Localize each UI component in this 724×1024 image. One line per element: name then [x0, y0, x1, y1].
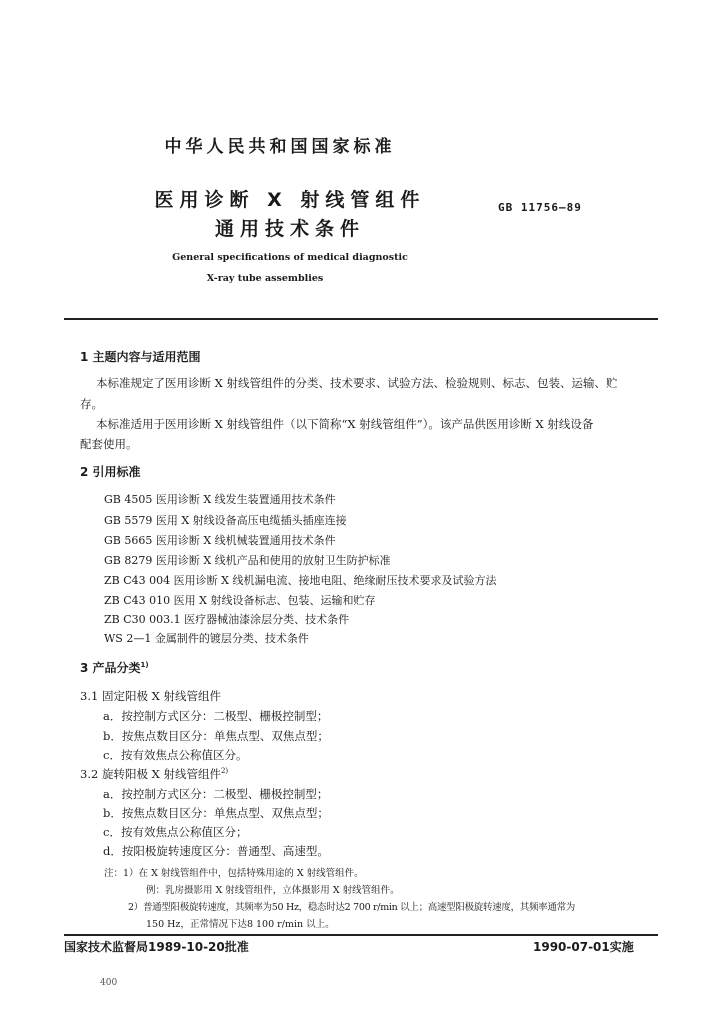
footnote-2-cont: 150 Hz，正常情况下达8 100 r/min 以上。: [146, 919, 335, 930]
reference-item: GB 4505 医用诊断 X 线发生装置通用技术条件: [104, 493, 336, 506]
list-item: b．按焦点数目区分：单焦点型、双焦点型；: [103, 729, 329, 743]
approval-date: 国家技术监督局1989-10-20批准: [64, 940, 249, 954]
section-2-heading: 2 引用标准: [80, 465, 141, 479]
list-item: c．按有效焦点公称值区分。: [103, 748, 248, 762]
reference-item: WS 2—1 金属制件的镀层分类、技术条件: [104, 632, 309, 645]
reference-item: GB 8279 医用诊断 X 线机产品和使用的放射卫生防护标准: [104, 554, 391, 567]
document-title-line1: 医用诊断 X 射线管组件: [154, 189, 426, 211]
reference-item: GB 5665 医用诊断 X 线机械装置通用技术条件: [104, 534, 336, 547]
english-title-line1: General specifications of medical diagnostic: [172, 252, 408, 263]
reference-item: ZB C43 004 医用诊断 X 线机漏电流、接地电阻、绝缘耐压技术要求及试验方法: [104, 574, 497, 587]
footnote-marker: 1): [140, 661, 149, 669]
subsection-3-1: 3.1 固定阳极 X 射线管组件: [80, 689, 221, 703]
subsection-3-2: [80, 766, 228, 782]
reference-item: ZB C43 010 医用 X 射线设备标志、包装、运输和贮存: [104, 594, 376, 607]
reference-item: GB 5579 医用 X 射线设备高压电缆插头插座连接: [104, 514, 347, 527]
footnote-2: 2）普通型阳极旋转速度，其频率为50 Hz，稳态时达2 700 r/min 以上；高速型阳极旋转速度，其频率通常为: [128, 902, 575, 913]
footnote-1-example: 例：乳房摄影用 X 射线管组件，立体摄影用 X 射线管组件。: [146, 885, 400, 896]
effective-date: 1990-07-01实施: [533, 940, 634, 954]
section-1-paragraph-1: 本标准规定了医用诊断 X 射线管组件的分类、技术要求、试验方法、检验规则、标志、包装、运输、贮: [96, 376, 618, 390]
list-item: a．按控制方式区分：二极型、栅极控制型；: [103, 709, 329, 723]
list-item: b．按焦点数目区分：单焦点型、双焦点型；: [103, 806, 329, 820]
list-item: c．按有效焦点公称值区分；: [103, 825, 248, 839]
list-item: a．按控制方式区分：二极型、栅极控制型；: [103, 787, 329, 801]
reference-item: ZB C30 003.1 医疗器械油漆涂层分类、技术条件: [104, 613, 350, 626]
subsection-3-2-text: 3.2 旋转阳极 X 射线管组件: [80, 767, 221, 781]
section-3-heading-text: 3 产品分类: [80, 661, 141, 675]
document-title-line2: 通用技术条件: [214, 218, 365, 240]
section-1-paragraph-2: 本标准适用于医用诊断 X 射线管组件（以下简称“X 射线管组件”）。该产品供医用诊断 X 射线设备: [96, 417, 594, 431]
page-number: 400: [100, 978, 118, 988]
section-1-heading: 1 主题内容与适用范围: [80, 350, 201, 364]
section-1-paragraph-1-cont: 存。: [80, 397, 103, 411]
footer-divider: [64, 934, 658, 936]
header-divider: [64, 318, 658, 320]
footnote-1: 注：1）在 X 射线管组件中，包括特殊用途的 X 射线管组件。: [104, 868, 364, 879]
section-1-paragraph-2-cont: 配套使用。: [80, 437, 138, 451]
footnote-marker: 2): [220, 767, 229, 776]
standard-number: GB 11756—89: [498, 201, 582, 214]
standard-org-heading: 中华人民共和国国家标准: [164, 137, 396, 157]
list-item: d．按阳极旋转速度区分：普通型、高速型。: [103, 844, 329, 858]
english-title-line2: X-ray tube assemblies: [206, 273, 324, 284]
section-3-heading: [80, 659, 149, 676]
